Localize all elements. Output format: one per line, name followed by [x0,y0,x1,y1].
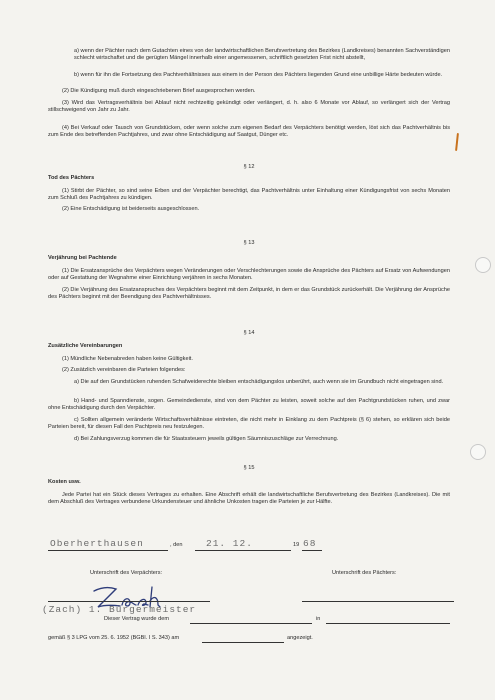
clause-11-3: (3) Wird das Vertragsverhältnis bei Ablauf nicht rechtzeitig gekündigt oder verlängert, d. h. also 6 Monate vor Ablauf, so verlängert sich der Vertrag stillschweigend von Jahr zu Jahr. [48,100,450,114]
den-label: , den [170,542,183,548]
section-15-heading: Kosten usw. [48,479,81,485]
clause-14-2: (2) Zusätzlich vereinbaren die Parteien folgendes: [62,367,186,373]
section-15-number: § 15 [243,465,255,471]
clause-11-1-a: a) wenn der Pächter nach dem Gutachten eines von der landwirtschaftlichen Berufsvertretung des Bezirkes (Landkreises) benannten Sachverständigen schlecht wirtschaftet und die gerügten Mängel innerhalb einer angemessenen, schriftlich gesetzten Frist nicht abstellt, [74,48,450,62]
section-12-heading: Tod des Pächters [48,175,95,181]
clause-14-2-b: b) Hand- und Spanndienste, sogen. Gemeindedienste, sind von dem Pächter zu leisten, soweit solche auf den Pachtgrundstücken ruhen, und zwar ohne Entschädigung durch den Verpächter. [48,398,450,412]
clause-15-1: Jede Partei hat ein Stück dieses Vertrages zu erhalten. Eine Abschrift erhält die landwirtschaftliche Berufsvertretung des Bezirkes (Landkreises). Die mit dem Abschluß des Vertrages verbundene Urkundensteuer und ähnliche Unkosten tragen die Parteien je zur Hälfte. [48,492,450,506]
verpaechter-signature-line [48,601,210,602]
year-prefix: 19 [293,542,300,548]
place-field: Oberherthausen [50,538,144,549]
footer-line1-prefix: Dieser Vertrag wurde dem [104,616,169,622]
clause-13-1: (1) Die Ersatzansprüche des Verpächters wegen Veränderungen oder Verschlechterungen sowie die Ansprüche des Pächters auf Ersatz von Aufwendungen oder auf Gestattung der Wegnahme einer Einrichtung verjähren in sechs Monaten. [48,268,450,282]
section-12-number: § 12 [243,164,255,170]
verpaechter-signature-label: Unterschrift des Verpächters: [90,570,163,576]
footer-line2-suffix: angezeigt. [287,635,313,641]
footer-line1-blank [190,623,312,624]
typed-name: (Zach) 1. Bürgermeister [42,604,197,615]
section-13-number: § 13 [243,240,255,246]
clause-14-2-c: c) Sollten allgemein veränderte Wirtschaftsverhältnisse eintreten, die nicht mehr in Einklang zu dem Pachtpreis (§ 6) stehen, so erklären sich beide Parteien bereit, für diesen Fall den Pachtpreis neu festzulegen. [48,417,450,431]
year-underline [302,550,322,551]
section-13-heading: Verjährung bei Pachtende [48,255,117,261]
place-underline [48,550,168,551]
date-underline [195,550,291,551]
paechter-signature-line [302,601,454,602]
punch-hole [475,257,491,273]
clause-14-2-d: d) Bei Zahlungsverzug kommen die für Staatssteuern jeweils gültigen Säumniszuschläge zur Verrechnung. [74,436,339,442]
clause-12-1: (1) Stirbt der Pächter, so sind seine Erben und der Verpächter berechtigt, das Pachtverhältnis unter Einhaltung einer Kündigungsfrist von sechs Monaten zum Schluß des Pachtjahres zu kündigen. [48,188,450,202]
clause-13-2: (2) Die Verjährung des Ersatzanspruches des Verpächters beginnt mit dem Zeitpunkt, in dem er das Grundstück zurückerhält. Die Verjährung der Ansprüche des Pächters beginnt mit der Beendigung des Pachtverhältnisses. [48,287,450,301]
pencil-mark [455,133,459,151]
section-14-number: § 14 [243,330,255,336]
punch-hole [470,444,486,460]
paechter-signature-label: Unterschrift des Pächters: [332,570,397,576]
footer-line1-in: in [316,616,321,622]
year-field: 68 [303,538,317,549]
footer-line2-blank [202,642,284,643]
footer-line1-blank2 [326,623,450,624]
footer-line2-prefix: gemäß § 3 LPG vom 25. 6. 1952 (BGBl. I S. 343) am [48,635,180,641]
clause-11-2: (2) Die Kündigung muß durch eingeschriebenen Brief ausgesprochen werden. [62,88,256,94]
clause-14-1: (1) Mündliche Nebenabreden haben keine Gültigkeit. [62,356,193,362]
clause-11-4: (4) Bei Verkauf oder Tausch von Grundstücken, oder wenn solche zum eigenen Bedarf des Verpächters benötigt werden, löst sich das Pachtverhältnis bis zum Ende des betreffenden Pachtjahres, und zwar ohne Entschädigung auf Saatgut, Dünger etc. [48,125,450,139]
clause-12-2: (2) Eine Entschädigung ist beiderseits ausgeschlossen. [62,206,200,212]
date-field: 21. 12. [206,538,253,549]
clause-11-1-b: b) wenn für ihn die Fortsetzung des Pachtverhältnisses aus einem in der Person des Pächters liegenden Grund eine unbillige Härte bedeuten würde. [74,72,443,78]
clause-14-2-a: a) Die auf den Grundstücken ruhenden Schafweiderechte bleiben entschädigungslos unberührt, auch wenn sie im Grundbuch nicht eingetragen sind. [74,379,444,385]
section-14-heading: Zusätzliche Vereinbarungen [48,343,123,349]
